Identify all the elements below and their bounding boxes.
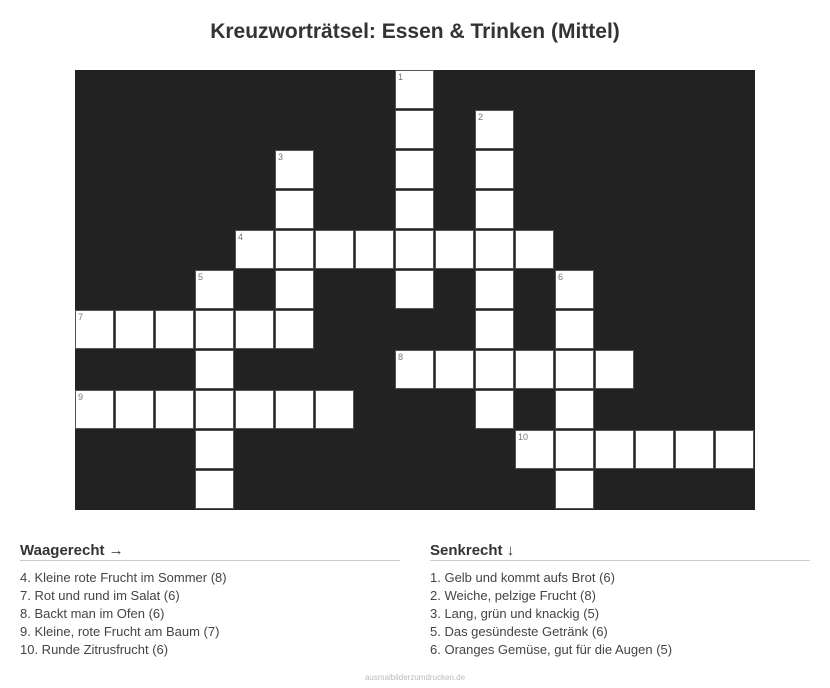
cell-number: 7 [78,312,84,322]
crossword-cell[interactable] [475,310,514,349]
crossword-cell[interactable] [75,390,114,429]
clue-item: 10. Runde Zitrusfrucht (6) [20,642,169,657]
crossword-grid [75,70,755,510]
cell-number: 2 [478,112,484,122]
crossword-cell[interactable] [475,110,514,149]
down-clues [430,542,810,659]
cell-number: 6 [558,272,564,282]
cell-number: 5 [198,272,204,282]
clue-item: 3. Lang, grün und knackig (5) [430,606,600,621]
crossword-cell[interactable] [355,230,394,269]
crossword-cell[interactable] [195,310,234,349]
clue-item: 7. Rot und rund im Salat (6) [20,588,180,603]
crossword-cell[interactable] [395,230,434,269]
crossword-cell[interactable] [235,310,274,349]
crossword-cell[interactable] [595,430,634,469]
crossword-cell[interactable] [515,430,554,469]
crossword-cell[interactable] [195,470,234,509]
down-clue-list [430,569,810,659]
across-clues [20,542,400,659]
cell-number: 3 [278,152,284,162]
crossword-cell[interactable] [275,230,314,269]
crossword-cell[interactable] [635,430,674,469]
crossword-cell[interactable] [395,110,434,149]
crossword-cell[interactable] [555,470,594,509]
crossword-cell[interactable] [275,390,314,429]
crossword-cell[interactable] [195,270,234,309]
crossword-cell[interactable] [395,270,434,309]
down-heading: Senkrecht ↓ [430,542,810,561]
cell-number: 4 [238,232,244,242]
clue-item: 1. Gelb und kommt aufs Brot (6) [430,570,615,585]
crossword-cell[interactable] [235,230,274,269]
crossword-cell[interactable] [315,230,354,269]
cell-number: 10 [518,432,529,442]
crossword-cell[interactable] [275,190,314,229]
crossword-cell[interactable] [715,430,754,469]
crossword-cell[interactable] [115,310,154,349]
crossword-cell[interactable] [195,430,234,469]
crossword-cell[interactable] [675,430,714,469]
across-clue-list [20,569,400,659]
cell-number: 8 [398,352,404,362]
crossword-cell[interactable] [435,350,474,389]
crossword-cell[interactable] [555,430,594,469]
crossword-cell[interactable] [395,150,434,189]
crossword-cell[interactable] [475,190,514,229]
crossword-cell[interactable] [555,350,594,389]
crossword-cell[interactable] [115,390,154,429]
crossword-cell[interactable] [235,390,274,429]
page-title: Kreuzworträtsel: Essen & Trinken (Mittel) [210,20,620,43]
cell-number: 1 [398,72,404,82]
crossword-cell[interactable] [475,150,514,189]
clue-item: 4. Kleine rote Frucht im Sommer (8) [20,570,227,585]
crossword-cell[interactable] [555,310,594,349]
clue-item: 5. Das gesündeste Getränk (6) [430,624,608,639]
clue-item: 8. Backt man im Ofen (6) [20,606,165,621]
clue-item: 9. Kleine, rote Frucht am Baum (7) [20,624,220,639]
crossword-cell[interactable] [595,350,634,389]
crossword-cell[interactable] [155,310,194,349]
footer-credit: ausmalbilderzumdrucken.de [364,673,466,682]
crossword-cell[interactable] [155,390,194,429]
crossword-cell[interactable] [195,350,234,389]
crossword-cell[interactable] [275,310,314,349]
crossword-cell[interactable] [395,190,434,229]
crossword-cell[interactable] [275,270,314,309]
crossword-cell[interactable] [395,70,434,109]
cell-number: 9 [78,392,84,402]
across-heading: Waagerecht → [20,542,400,561]
crossword-cell[interactable] [515,350,554,389]
crossword-cell[interactable] [555,390,594,429]
crossword-cell[interactable] [515,230,554,269]
crossword-cell[interactable] [475,350,514,389]
crossword-cell[interactable] [275,150,314,189]
crossword-cell[interactable] [395,350,434,389]
crossword-cell[interactable] [75,310,114,349]
crossword-cell[interactable] [475,390,514,429]
crossword-cell[interactable] [475,270,514,309]
crossword-cell[interactable] [475,230,514,269]
clue-item: 2. Weiche, pelzige Frucht (8) [430,588,596,603]
crossword-cell[interactable] [315,390,354,429]
crossword-cell[interactable] [435,230,474,269]
clue-item: 6. Oranges Gemüse, gut für die Augen (5) [430,642,673,657]
crossword-cell[interactable] [555,270,594,309]
crossword-cell[interactable] [195,390,234,429]
